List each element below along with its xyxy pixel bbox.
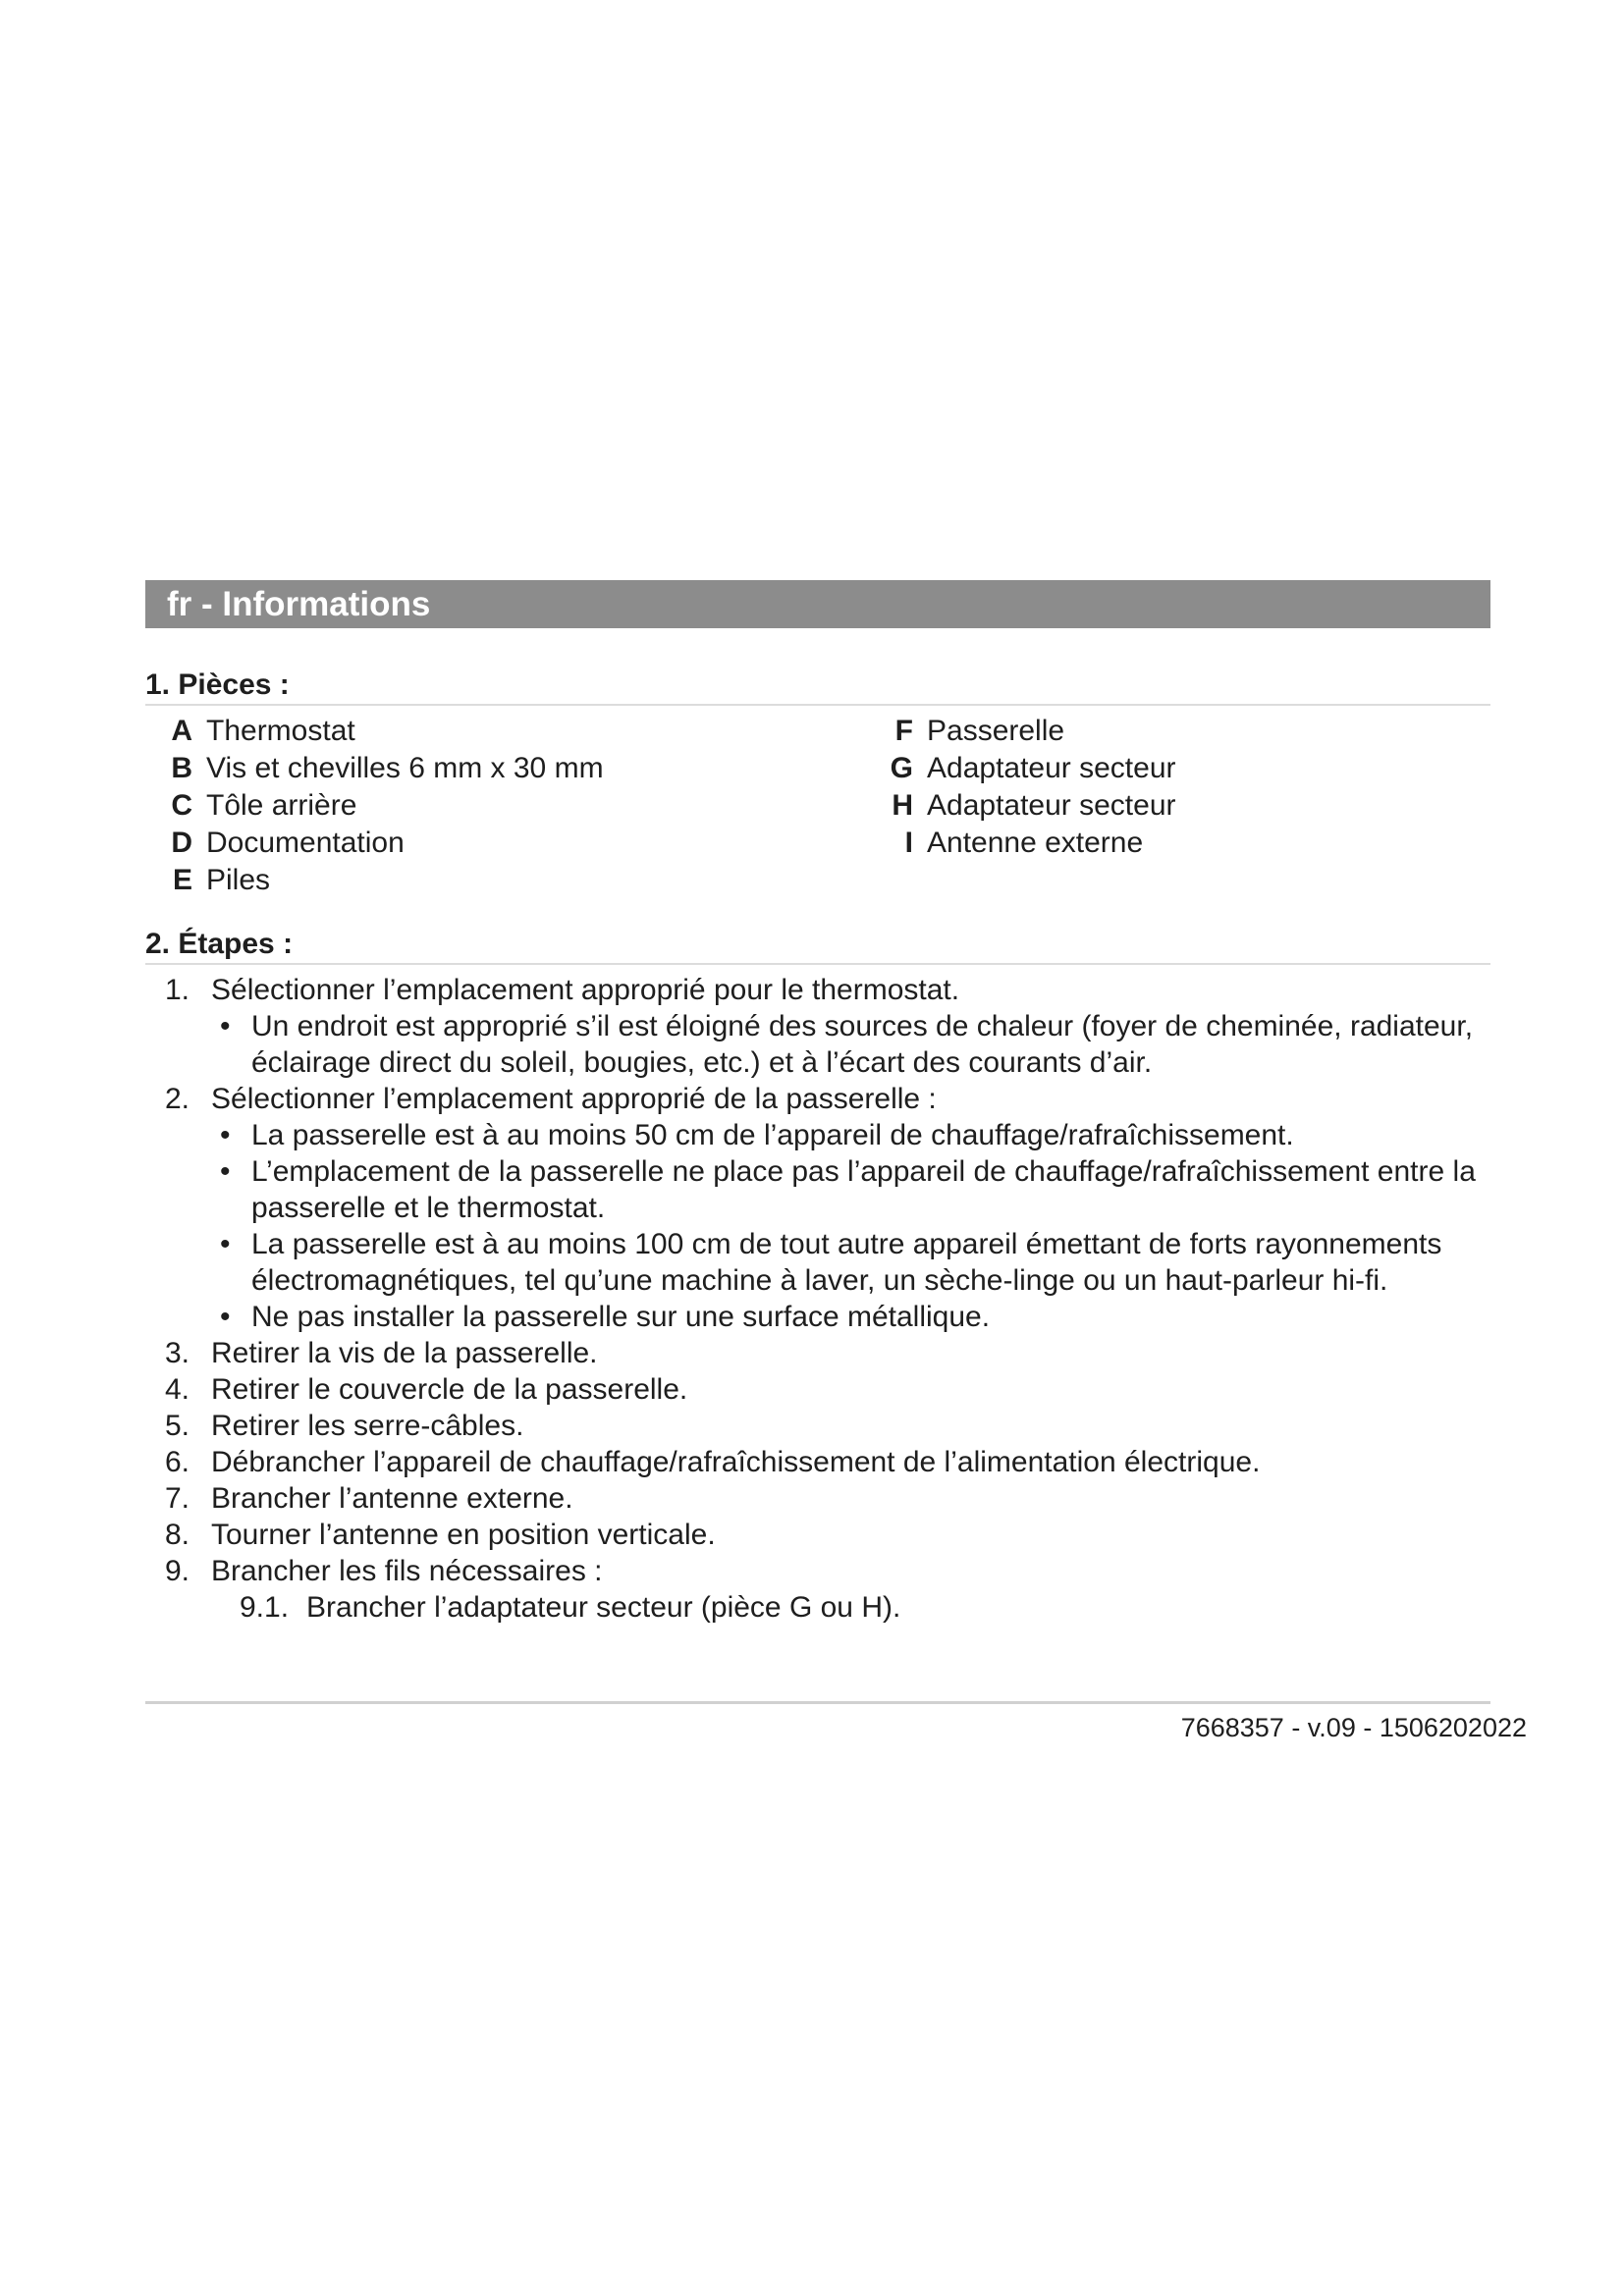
step-item	[145, 1553, 1500, 1589]
steps-divider	[145, 963, 1490, 965]
part-item-f	[864, 713, 1176, 750]
part-item-d	[145, 825, 604, 862]
part-letter: H	[892, 789, 913, 822]
bullet-marker: •	[220, 1010, 231, 1042]
step-item	[145, 1444, 1500, 1480]
part-item-i	[864, 825, 1176, 862]
part-item-c	[145, 787, 604, 825]
part-label: Passerelle	[927, 715, 1065, 747]
section-header-bar: fr - Informations	[145, 580, 1490, 628]
part-letter: G	[890, 752, 913, 784]
parts-list-left	[145, 713, 604, 899]
part-label: Tôle arrière	[206, 789, 357, 822]
part-item-e	[145, 862, 604, 899]
parts-divider	[145, 704, 1490, 706]
step-item	[145, 1480, 1500, 1517]
step-number: 7.	[165, 1482, 190, 1515]
step-bullet	[145, 1008, 1538, 1081]
step-text: Retirer le couvercle de la passerelle.	[211, 1373, 688, 1406]
step-text: Débrancher l’appareil de chauffage/rafraîchissement de l’alimentation électrique.	[211, 1446, 1261, 1478]
step-number: 3.	[165, 1337, 190, 1369]
bullet-text: La passerelle est à au moins 100 cm de tout autre appareil émettant de forts rayonnements électromagnétiques, tel qu’une machine à laver, un sèche-linge ou un haut-parleur hi-fi.	[251, 1228, 1442, 1297]
step-number: 9.	[165, 1555, 190, 1587]
part-label: Documentation	[206, 827, 405, 859]
step-bullet	[145, 1153, 1567, 1226]
bullet-marker: •	[220, 1119, 231, 1151]
step-item	[145, 1335, 1500, 1371]
part-letter: E	[172, 864, 192, 896]
step-bullet	[145, 1299, 1567, 1335]
parts-list-right	[864, 713, 1176, 862]
part-letter: D	[171, 827, 192, 859]
step-text: Sélectionner l’emplacement approprié de la passerelle :	[211, 1083, 937, 1115]
part-letter: I	[904, 827, 913, 859]
step-text: Tourner l’antenne en position verticale.	[211, 1519, 716, 1551]
part-item-h	[864, 787, 1176, 825]
step-item	[145, 1081, 1500, 1117]
bullet-marker: •	[220, 1228, 231, 1260]
part-letter: F	[894, 715, 913, 747]
step-bullet	[145, 1117, 1538, 1153]
part-letter: B	[171, 752, 192, 784]
bullet-text: Ne pas installer la passerelle sur une surface métallique.	[251, 1301, 991, 1333]
document-reference: 7668357 - v.09 - 1506202022	[1180, 1713, 1527, 1742]
part-item-a	[145, 713, 604, 750]
substep-text: Brancher l’adaptateur secteur (pièce G ou H).	[306, 1591, 901, 1624]
step-item	[145, 1371, 1500, 1408]
steps-title: 2. Étapes :	[145, 928, 294, 960]
step-text: Brancher les fils nécessaires :	[211, 1555, 603, 1587]
part-letter: A	[171, 715, 192, 747]
step-number: 1.	[165, 974, 190, 1006]
part-label: Thermostat	[206, 715, 355, 747]
step-text: Sélectionner l’emplacement approprié pour le thermostat.	[211, 974, 960, 1006]
steps-list	[145, 972, 1500, 1626]
step-number: 5.	[165, 1410, 190, 1442]
part-label: Antenne externe	[927, 827, 1144, 859]
footer-divider	[145, 1701, 1490, 1704]
part-letter: C	[171, 789, 192, 822]
step-item	[145, 1408, 1500, 1444]
bullet-text: L’emplacement de la passerelle ne place pas l’appareil de chauffage/rafraîchissement entre la passerelle et le thermostat.	[251, 1155, 1476, 1224]
step-number: 8.	[165, 1519, 190, 1551]
part-label: Adaptateur secteur	[927, 752, 1176, 784]
step-number: 2.	[165, 1083, 190, 1115]
bullet-marker: •	[220, 1301, 231, 1333]
step-number: 6.	[165, 1446, 190, 1478]
part-label: Adaptateur secteur	[927, 789, 1176, 822]
step-text: Retirer la vis de la passerelle.	[211, 1337, 598, 1369]
part-label: Piles	[206, 864, 271, 896]
parts-title: 1. Pièces :	[145, 668, 290, 701]
bullet-text: La passerelle est à au moins 50 cm de l’appareil de chauffage/rafraîchissement.	[251, 1119, 1294, 1151]
part-label: Vis et chevilles 6 mm x 30 mm	[206, 752, 604, 784]
step-item	[145, 1517, 1500, 1553]
step-text: Brancher l’antenne externe.	[211, 1482, 573, 1515]
bullet-text: Un endroit est approprié s’il est éloigné des sources de chaleur (foyer de cheminée, radiateur, éclairage direct du soleil, bougies, etc.) et à l’écart des courants d’air.	[251, 1010, 1474, 1079]
part-item-g	[864, 750, 1176, 787]
bullet-marker: •	[220, 1155, 231, 1188]
step-number: 4.	[165, 1373, 190, 1406]
part-item-b	[145, 750, 604, 787]
step-item	[145, 972, 1500, 1008]
step-bullet	[145, 1226, 1597, 1299]
step-text: Retirer les serre-câbles.	[211, 1410, 524, 1442]
step-subitem	[145, 1589, 1500, 1626]
substep-number: 9.1.	[240, 1591, 290, 1624]
